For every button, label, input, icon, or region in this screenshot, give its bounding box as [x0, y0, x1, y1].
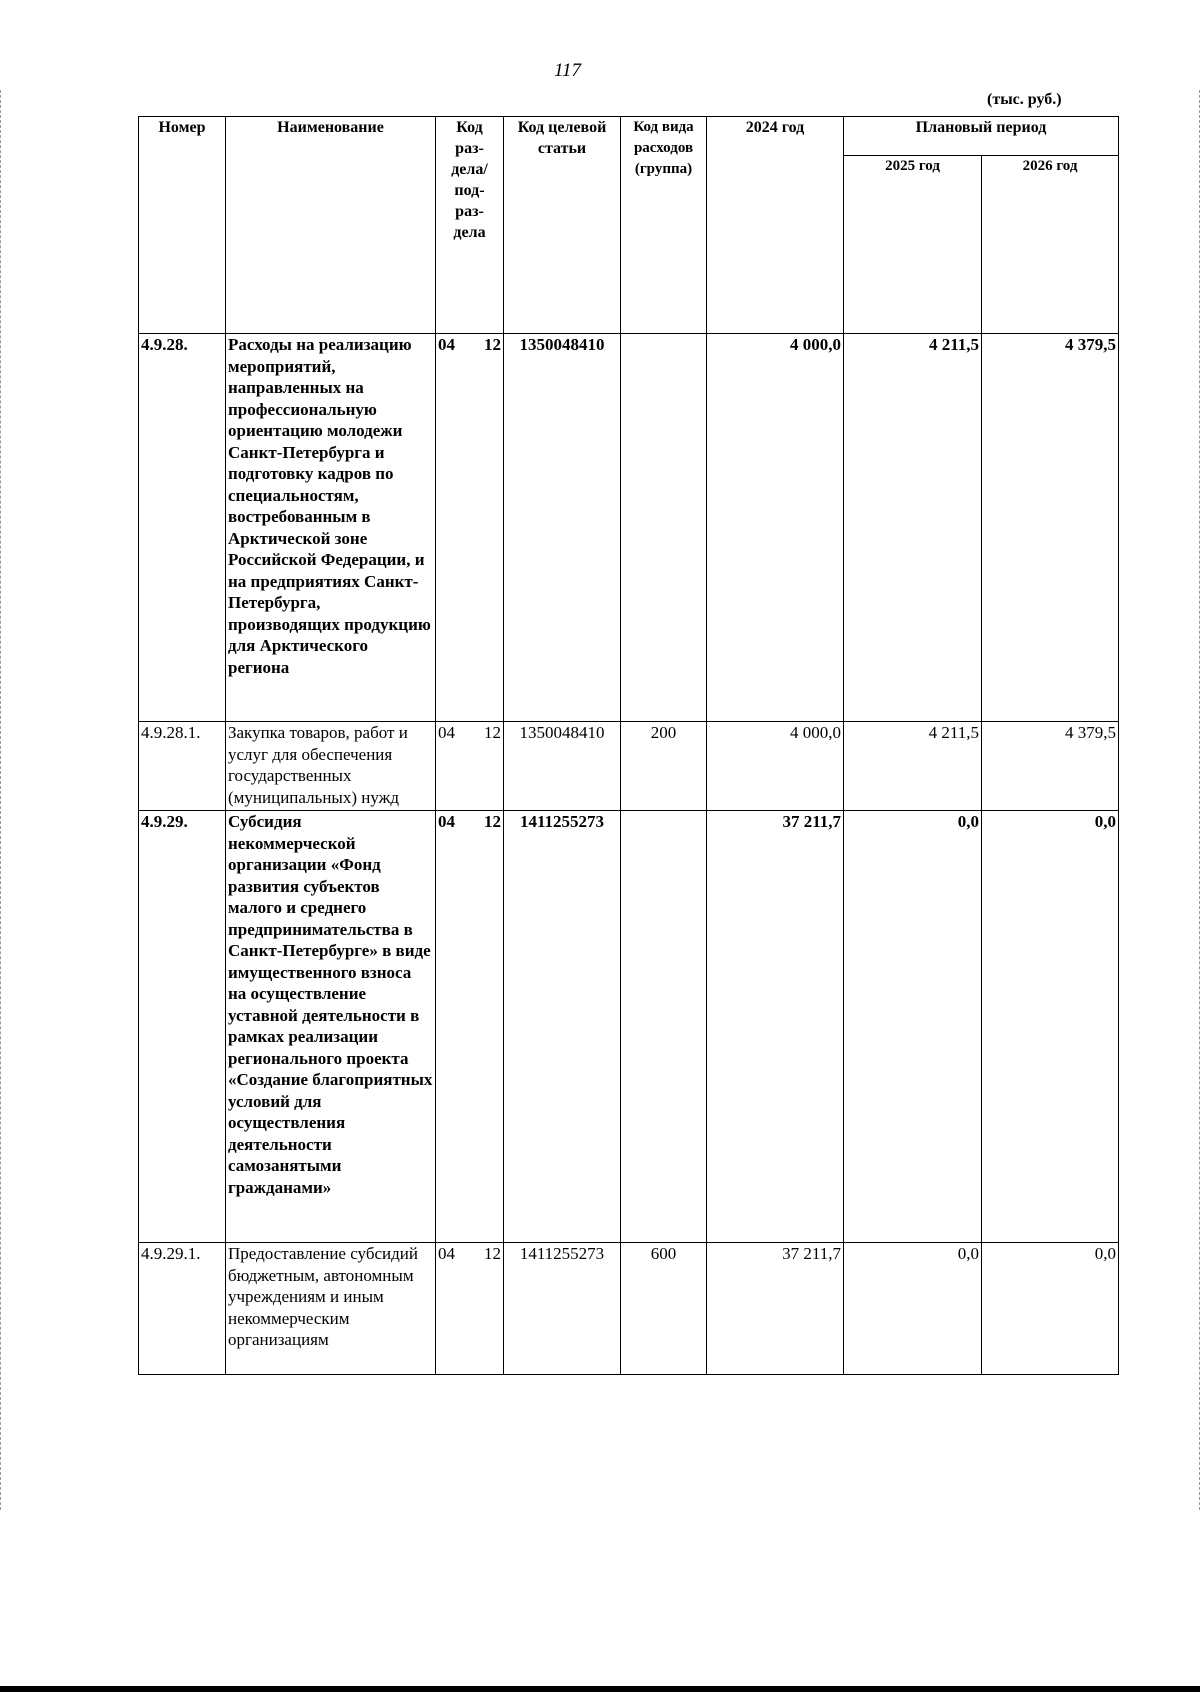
row-section-code — [436, 722, 504, 811]
row-subsection: 12 — [484, 812, 501, 831]
row-2026: 0,0 — [982, 811, 1119, 1243]
header-plan-period: Плановый период — [844, 117, 1119, 156]
row-section: 04 — [438, 335, 455, 354]
row-section-code — [436, 334, 504, 722]
row-2025: 4 211,5 — [844, 334, 982, 722]
row-target-code: 1350048410 — [504, 722, 621, 811]
row-2026: 4 379,5 — [982, 334, 1119, 722]
row-expense-type: 200 — [621, 722, 707, 811]
row-section: 04 — [438, 812, 455, 831]
row-2024: 37 211,7 — [707, 1243, 844, 1375]
row-subsection: 12 — [484, 723, 501, 742]
row-section: 04 — [438, 1244, 455, 1263]
row-name: Предоставление субсидий бюджетным, автономным учреждениям и иным некоммерческим организациям — [226, 1243, 436, 1375]
row-expense-type — [621, 811, 707, 1243]
row-expense-type: 600 — [621, 1243, 707, 1375]
table-row — [139, 334, 1119, 722]
row-expense-type — [621, 334, 707, 722]
row-section-code — [436, 1243, 504, 1375]
table-row — [139, 722, 1119, 811]
header-expense-type: Код вида расходов (группа) — [621, 117, 707, 334]
header-2024: 2024 год — [707, 117, 844, 334]
header-row — [139, 117, 1119, 156]
header-2025: 2025 год — [844, 156, 982, 334]
row-subsection: 12 — [484, 335, 501, 354]
row-target-code: 1411255273 — [504, 1243, 621, 1375]
row-name: Закупка товаров, работ и услуг для обеспечения государственных (муниципальных) нужд — [226, 722, 436, 811]
row-section: 04 — [438, 723, 455, 742]
row-2024: 37 211,7 — [707, 811, 844, 1243]
row-name: Субсидия некоммерческой организации «Фонд развития субъектов малого и среднего предпринимательства в Санкт-Петербурге» в виде имущественного взноса на осуществление уставной деятельности в рамках реализации регионального проекта «Создание благоприятных условий для осуществления деятельности самозанятыми гражданами» — [226, 811, 436, 1243]
header-number: Номер — [139, 117, 226, 334]
header-target-code: Код целевой статьи — [504, 117, 621, 334]
row-subsection: 12 — [484, 1244, 501, 1263]
row-2024: 4 000,0 — [707, 722, 844, 811]
row-target-code: 1411255273 — [504, 811, 621, 1243]
row-2024: 4 000,0 — [707, 334, 844, 722]
page-number: 117 — [553, 60, 582, 81]
scan-edge-left — [0, 90, 3, 1510]
row-2025: 0,0 — [844, 811, 982, 1243]
table-row — [139, 1243, 1119, 1375]
row-target-code: 1350048410 — [504, 334, 621, 722]
budget-table — [138, 116, 1119, 1375]
row-number: 4.9.29.1. — [139, 1243, 226, 1375]
row-name: Расходы на реализацию мероприятий, направленных на профессиональную ориентацию молодежи Санкт-Петербурга и подготовку кадров по специальностям, востребованным в Арктической зоне Российской Федерации, и на предприятиях Санкт-Петербурга, производящих продукцию для Арктического региона — [226, 334, 436, 722]
table-row — [139, 811, 1119, 1243]
units-label: (тыс. руб.) — [987, 91, 1062, 108]
row-2025: 0,0 — [844, 1243, 982, 1375]
row-2025: 4 211,5 — [844, 722, 982, 811]
row-section-code — [436, 811, 504, 1243]
row-2026: 0,0 — [982, 1243, 1119, 1375]
row-number: 4.9.28. — [139, 334, 226, 722]
scan-bottom-edge — [0, 1686, 1200, 1692]
header-name: Наименование — [226, 117, 436, 334]
row-2026: 4 379,5 — [982, 722, 1119, 811]
row-number: 4.9.28.1. — [139, 722, 226, 811]
row-number: 4.9.29. — [139, 811, 226, 1243]
header-2026: 2026 год — [982, 156, 1119, 334]
header-section-code: Код раз- дела/ под- раз- дела — [436, 117, 504, 334]
